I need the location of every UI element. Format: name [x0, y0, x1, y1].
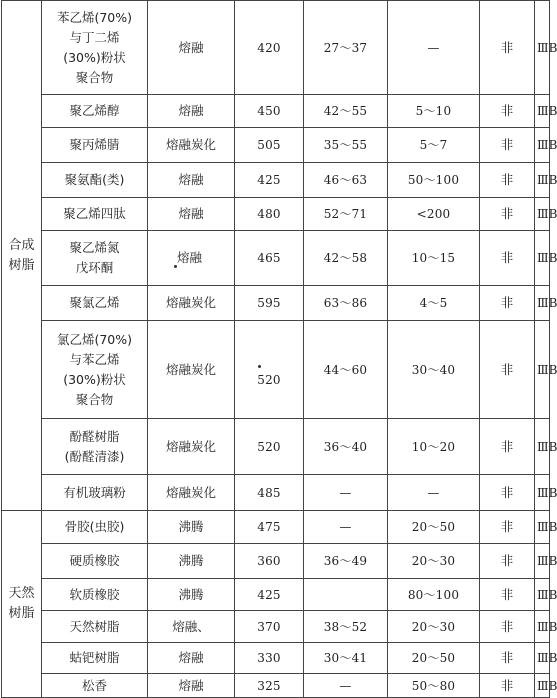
melt-behavior: 沸腾: [148, 579, 235, 611]
conductivity: 非: [480, 128, 535, 163]
particle-size: 38～52: [304, 611, 388, 643]
ignition-temperature: 370: [235, 611, 304, 643]
material-name: 蛄钯树脂: [42, 643, 148, 674]
dust-class: ⅢB: [535, 475, 550, 511]
material-name: 聚乙烯氮 戊环酮: [42, 231, 148, 286]
ignition-temperature: 425: [235, 579, 304, 611]
material-name: 软质橡胶: [42, 579, 148, 611]
speck-mark: [174, 265, 177, 268]
dust-class: ⅢB: [535, 579, 550, 611]
table-row: [2, 198, 550, 231]
ignition-temperature: 325: [235, 674, 304, 698]
material-name: 聚丙烯腈: [42, 128, 148, 163]
melt-behavior: 熔融: [148, 1, 235, 95]
dust-class: ⅢB: [535, 128, 550, 163]
resistivity: —: [388, 1, 480, 95]
conductivity: 非: [480, 321, 535, 419]
melt-behavior: 熔融炭化: [148, 475, 235, 511]
particle-size: 30～41: [304, 643, 388, 674]
conductivity: 非: [480, 611, 535, 643]
dust-class: ⅢB: [535, 1, 550, 95]
melt-behavior: 熔融: [148, 674, 235, 698]
resistivity: 20～50: [388, 511, 480, 544]
conductivity: 非: [480, 511, 535, 544]
conductivity: 非: [480, 198, 535, 231]
dust-class: ⅢB: [535, 611, 550, 643]
conductivity: 非: [480, 231, 535, 286]
resistivity: <200: [388, 198, 480, 231]
particle-size: —: [304, 674, 388, 698]
conductivity: 非: [480, 475, 535, 511]
dust-class: ⅢB: [535, 674, 550, 698]
resistivity: 20～50: [388, 643, 480, 674]
table-row: [2, 1, 550, 95]
conductivity: 非: [480, 95, 535, 128]
table-row: [2, 611, 550, 643]
ignition-temperature: 480: [235, 198, 304, 231]
melt-behavior: 熔融: [148, 643, 235, 674]
melt-behavior: 熔融: [148, 163, 235, 198]
resistivity: 20～30: [388, 544, 480, 579]
melt-behavior: 熔融: [148, 198, 235, 231]
conductivity: 非: [480, 286, 535, 321]
ignition-temperature: 330: [235, 643, 304, 674]
resistivity: 80～100: [388, 579, 480, 611]
material-name: 硬质橡胶: [42, 544, 148, 579]
ignition-temperature: 520: [235, 321, 304, 419]
melt-behavior: 沸腾: [148, 511, 235, 544]
ignition-temperature: 595: [235, 286, 304, 321]
speck-mark: [258, 365, 261, 368]
conductivity: 非: [480, 643, 535, 674]
dust-class: ⅢB: [535, 163, 550, 198]
table-row: [2, 674, 550, 698]
material-name: 聚氯乙烯: [42, 286, 148, 321]
material-name: 有机玻璃粉: [42, 475, 148, 511]
table-row: [2, 128, 550, 163]
ignition-temperature: 425: [235, 163, 304, 198]
table-row: [2, 95, 550, 128]
melt-behavior: 熔融炭化: [148, 286, 235, 321]
melt-behavior: 熔融: [148, 231, 235, 286]
particle-size: —: [304, 475, 388, 511]
particle-size: 44～60: [304, 321, 388, 419]
particle-size: 52～71: [304, 198, 388, 231]
dust-class: ⅢB: [535, 95, 550, 128]
table-row: [2, 321, 550, 419]
melt-behavior: 沸腾: [148, 544, 235, 579]
melt-behavior: 熔融炭化: [148, 419, 235, 475]
dust-class: ⅢB: [535, 419, 550, 475]
table-row: [2, 579, 550, 611]
table-row: [2, 511, 550, 544]
particle-size: 35～55: [304, 128, 388, 163]
ignition-temperature: 360: [235, 544, 304, 579]
dust-class: ⅢB: [535, 231, 550, 286]
particle-size: 42～55: [304, 95, 388, 128]
conductivity: 非: [480, 544, 535, 579]
material-name: 天然树脂: [42, 611, 148, 643]
conductivity: 非: [480, 419, 535, 475]
table-row: [2, 286, 550, 321]
particle-size: 46～63: [304, 163, 388, 198]
particle-size: 42～58: [304, 231, 388, 286]
table-row: [2, 163, 550, 198]
resistivity: 50～80: [388, 674, 480, 698]
ignition-temperature: 465: [235, 231, 304, 286]
group-label-synthetic: 合成 树脂: [2, 1, 42, 511]
resistivity: 4～5: [388, 286, 480, 321]
dust-properties-table: [1, 0, 557, 698]
resistivity: 10～20: [388, 419, 480, 475]
particle-size: —: [304, 511, 388, 544]
ignition-temperature: 520: [235, 419, 304, 475]
table-row: [2, 419, 550, 475]
dust-class: ⅢB: [535, 643, 550, 674]
material-name: 聚氨酯(类): [42, 163, 148, 198]
melt-behavior: 熔融、: [148, 611, 235, 643]
material-name: 骨胶(虫胶): [42, 511, 148, 544]
ignition-temperature: 505: [235, 128, 304, 163]
resistivity: —: [388, 475, 480, 511]
melt-behavior: 熔融炭化: [148, 321, 235, 419]
particle-size: 36～40: [304, 419, 388, 475]
melt-behavior: 熔融: [148, 95, 235, 128]
ignition-temperature: 485: [235, 475, 304, 511]
table-row: [2, 475, 550, 511]
resistivity: 5～10: [388, 95, 480, 128]
ignition-temperature: 475: [235, 511, 304, 544]
resistivity: 5～7: [388, 128, 480, 163]
material-name: 聚乙烯醇: [42, 95, 148, 128]
group-label-natural: 天然 树脂: [2, 511, 42, 698]
particle-size: [304, 579, 388, 611]
conductivity: 非: [480, 163, 535, 198]
resistivity: 30～40: [388, 321, 480, 419]
material-name: 松香: [42, 674, 148, 698]
resistivity: 50～100: [388, 163, 480, 198]
particle-size: 36～49: [304, 544, 388, 579]
table-row: [2, 544, 550, 579]
conductivity: 非: [480, 1, 535, 95]
dust-class: ⅢB: [535, 544, 550, 579]
conductivity: 非: [480, 674, 535, 698]
particle-size: 27～37: [304, 1, 388, 95]
particle-size: 63～86: [304, 286, 388, 321]
dust-class: ⅢB: [535, 286, 550, 321]
table-row: [2, 643, 550, 674]
ignition-temperature: 450: [235, 95, 304, 128]
table-row: [2, 231, 550, 286]
material-name: 苯乙烯(70%) 与丁二烯 (30%)粉状 聚合物: [42, 1, 148, 95]
melt-behavior: 熔融炭化: [148, 128, 235, 163]
conductivity: 非: [480, 579, 535, 611]
dust-class: ⅢB: [535, 321, 550, 419]
material-name: 氯乙烯(70%) 与苯乙烯 (30%)粉状 聚合物: [42, 321, 148, 419]
ignition-temperature: 420: [235, 1, 304, 95]
resistivity: 20～30: [388, 611, 480, 643]
material-name: 聚乙烯四肽: [42, 198, 148, 231]
resistivity: 10～15: [388, 231, 480, 286]
dust-class: ⅢB: [535, 198, 550, 231]
material-name: 酚醛树脂 (酚醛清漆): [42, 419, 148, 475]
dust-class: ⅢB: [535, 511, 550, 544]
